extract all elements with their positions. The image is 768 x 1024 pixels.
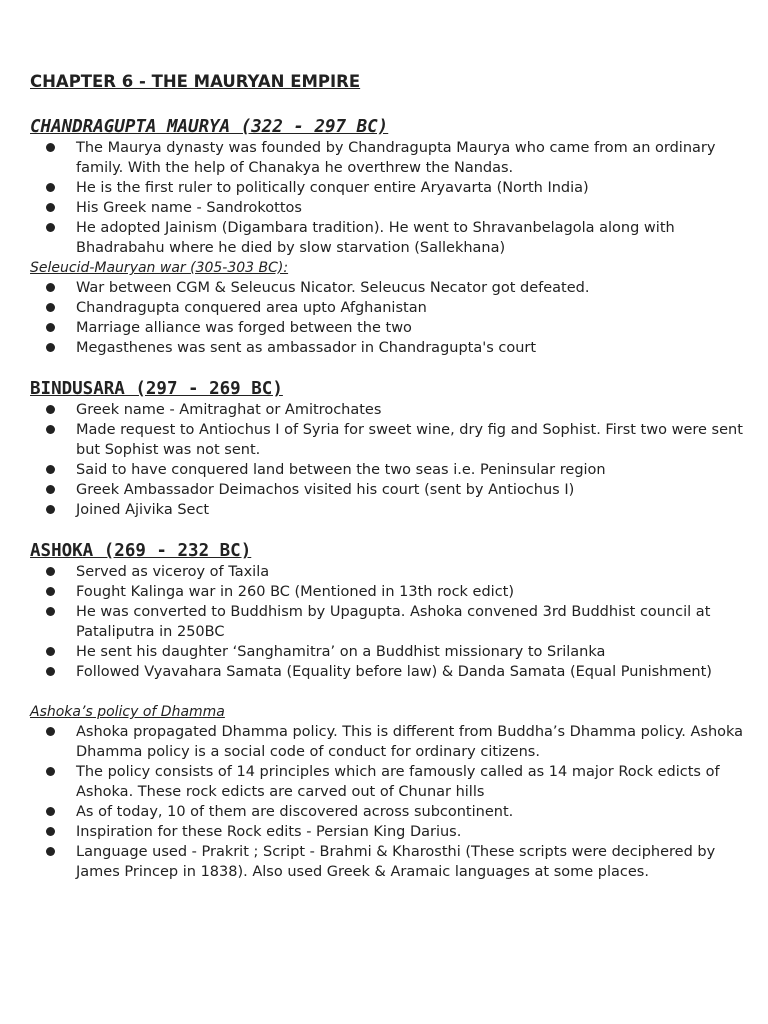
list-item: Megasthenes was sent as ambassador in Chandragupta's court xyxy=(30,338,745,358)
list-item: He sent his daughter ‘Sanghamitra’ on a Buddhist missionary to Srilanka xyxy=(30,642,745,662)
list-item: Ashoka propagated Dhamma policy. This is different from Buddha’s Dhamma policy. Ashoka Dhamma policy is a social code of conduct for ordinary citizens. xyxy=(30,722,745,762)
list-item: Served as viceroy of Taxila xyxy=(30,562,745,582)
section-heading: BINDUSARA (297 - 269 BC) xyxy=(30,379,283,399)
list-item: His Greek name - Sandrokottos xyxy=(30,198,745,218)
list-item: He is the first ruler to politically conquer entire Aryavarta (North India) xyxy=(30,178,745,198)
list-item: Greek name - Amitraghat or Amitrochates xyxy=(30,400,745,420)
list-item: Followed Vyavahara Samata (Equality before law) & Danda Samata (Equal Punishment) xyxy=(30,662,745,682)
section-chandragupta xyxy=(30,116,745,358)
list-item: Made request to Antiochus I of Syria for sweet wine, dry fig and Sophist. First two were sent but Sophist was not sent. xyxy=(30,420,745,460)
section-spacer xyxy=(30,682,745,702)
list-item: He was converted to Buddhism by Upagupta. Ashoka convened 3rd Buddhist council at Pataliputra in 250BC xyxy=(30,602,745,642)
list-item: Inspiration for these Rock edits - Persian King Darius. xyxy=(30,822,745,842)
list-item: The Maurya dynasty was founded by Chandragupta Maurya who came from an ordinary family. With the help of Chanakya he overthrew the Nandas. xyxy=(30,138,745,178)
list-item: Greek Ambassador Deimachos visited his court (sent by Antiochus I) xyxy=(30,480,745,500)
section-bindusara xyxy=(30,378,745,520)
bullet-list xyxy=(30,138,745,258)
list-item: Said to have conquered land between the two seas i.e. Peninsular region xyxy=(30,460,745,480)
section-heading: CHANDRAGUPTA MAURYA (322 - 297 BC) xyxy=(30,117,389,137)
list-item: The policy consists of 14 principles which are famously called as 14 major Rock edicts of Ashoka. These rock edicts are carved out of Chunar hills xyxy=(30,762,745,802)
bullet-list xyxy=(30,722,745,882)
chapter-title: CHAPTER 6 - THE MAURYAN EMPIRE xyxy=(30,72,361,91)
list-item: Fought Kalinga war in 260 BC (Mentioned in 13th rock edict) xyxy=(30,582,745,602)
section-ashoka xyxy=(30,540,745,882)
section-spacer xyxy=(30,358,745,378)
list-item: Marriage alliance was forged between the two xyxy=(30,318,745,338)
list-item: Chandragupta conquered area upto Afghanistan xyxy=(30,298,745,318)
list-item: As of today, 10 of them are discovered across subcontinent. xyxy=(30,802,745,822)
bullet-list xyxy=(30,400,745,520)
list-item: Language used - Prakrit ; Script - Brahmi & Kharosthi (These scripts were deciphered by James Princep in 1838). Also used Greek & Aramaic languages at some places. xyxy=(30,842,745,882)
section-heading: ASHOKA (269 - 232 BC) xyxy=(30,541,252,561)
list-item: War between CGM & Seleucus Nicator. Seleucus Necator got defeated. xyxy=(30,278,745,298)
section-spacer xyxy=(30,520,745,540)
list-item: He adopted Jainism (Digambara tradition). He went to Shravanbelagola along with Bhadrabahu where he died by slow starvation (Sallekhana) xyxy=(30,218,745,258)
sub-heading: Ashoka’s policy of Dhamma xyxy=(30,704,225,720)
document-page xyxy=(30,72,745,882)
list-item: Joined Ajivika Sect xyxy=(30,500,745,520)
sub-heading: Seleucid-Mauryan war (305-303 BC): xyxy=(30,260,289,276)
bullet-list xyxy=(30,562,745,682)
bullet-list xyxy=(30,278,745,358)
